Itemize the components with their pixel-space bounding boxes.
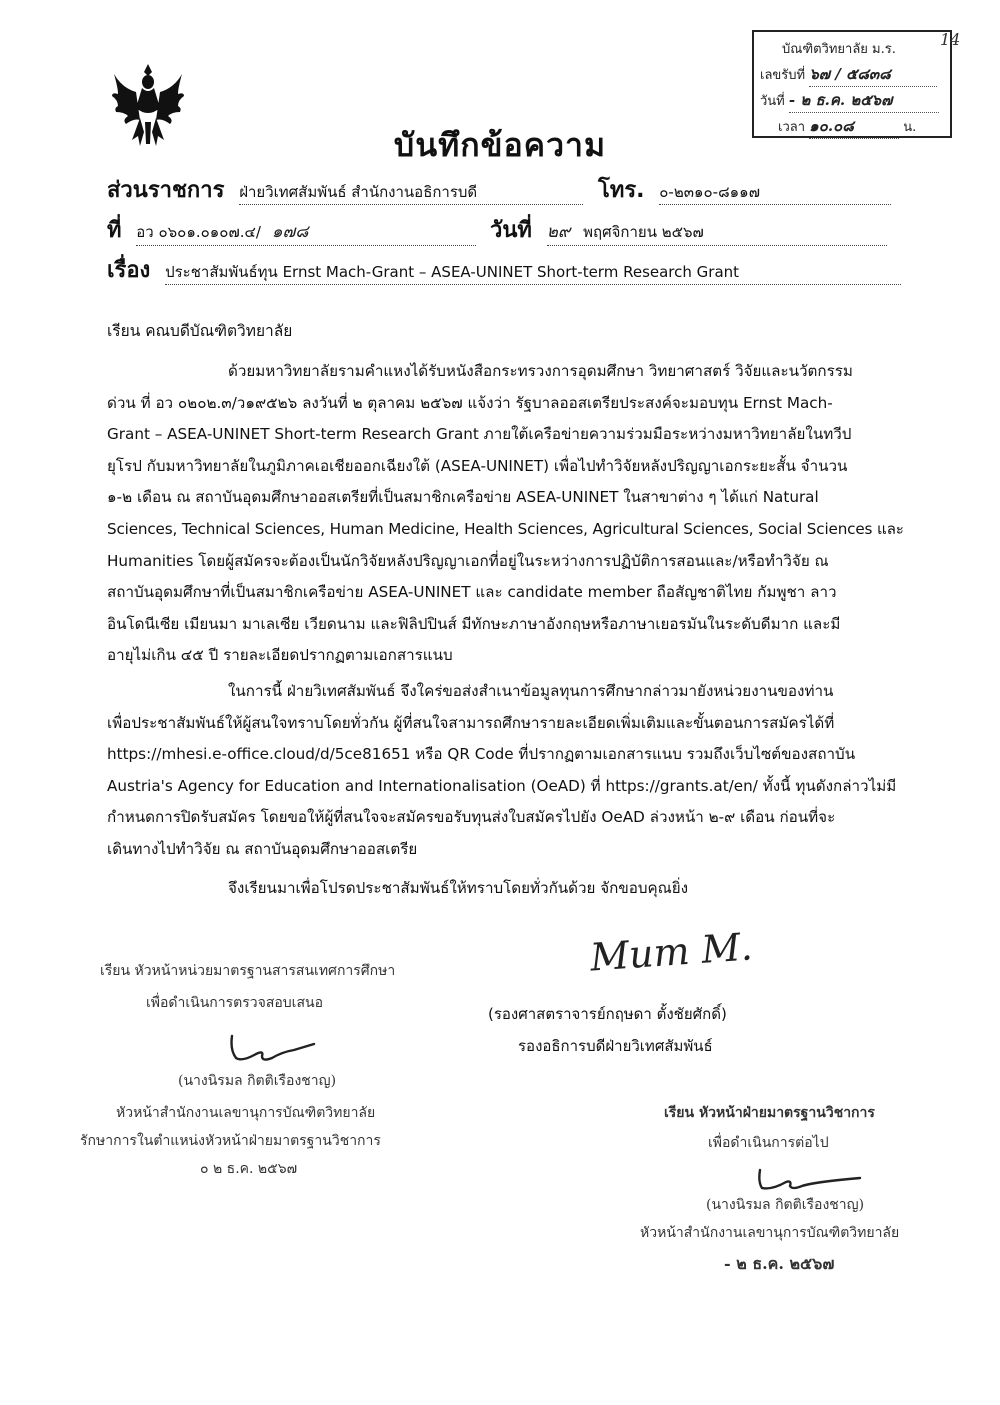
closing-line: จึงเรียนมาเพื่อโปรดประชาสัมพันธ์ให้ทราบโดยทั่วกันด้วย จักขอบคุณยิ่ง: [228, 879, 689, 897]
stamp-time-unit: น.: [903, 120, 917, 135]
left-note-name: (นางนิรมล กิตติเรืองชาญ): [178, 1073, 337, 1089]
reference-label: ที่: [107, 218, 122, 243]
reference-value: อว ๐๖๐๑.๐๑๐๗.๔/: [136, 223, 261, 241]
body-line: Grant – ASEA-UNINET Short-term Research Grant ภายใต้เครือข่ายความร่วมมือระหว่างมหาวิทยาลัยในทวีป: [107, 425, 852, 444]
date-day: ๒๙: [546, 222, 571, 242]
right-note-purpose: เพื่อดำเนินการต่อไป: [708, 1135, 829, 1151]
left-note-recipient: เรียน หัวหน้าหน่วยมาตรฐานสารสนเทศการศึกษา: [100, 963, 396, 979]
body-line: ด่วน ที่ อว ๐๒๐๒.๓/ว๑๙๕๒๖ ลงวันที่ ๒ ตุลาคม ๒๕๖๗ แจ้งว่า รัฐบาลออสเตรียประสงค์จะมอบทุน Ernst Mach-: [107, 393, 833, 412]
body-line: ในการนี้ ฝ่ายวิเทศสัมพันธ์ จึงใคร่ขอส่งสำเนาข้อมูลทุนการศึกษากล่าวมายังหน่วยงานของท่าน: [228, 682, 834, 700]
reference-number: ๑๗๘: [271, 222, 309, 242]
left-note-date: ๐ ๒ ธ.ค. ๒๕๖๗: [200, 1161, 298, 1177]
body-line: ๑-๒ เดือน ณ สถาบันอุดมศึกษาออสเตรียที่เป็นสมาชิกเครือข่าย ASEA-UNINET ในสาขาต่าง ๆ ได้แก่ Natural: [107, 488, 819, 507]
left-note-purpose: เพื่อดำเนินการตรวจสอบเสนอ: [146, 995, 323, 1011]
agency-label: ส่วนราชการ: [107, 178, 225, 203]
left-note-position-2: รักษาการในตำแหน่งหัวหน้าฝ่ายมาตรฐานวิชาการ: [80, 1133, 381, 1149]
subject-row: [107, 252, 901, 287]
body-line: อินโดนีเซีย เมียนมา มาเลเซีย เวียดนาม และฟิลิปปินส์ มีทักษะภาษาอังกฤษหรือภาษาเยอรมันในระดับดีมาก และมี: [107, 614, 841, 633]
stamp-time: ๑๐.๐๘: [809, 114, 899, 139]
body-line: Humanities โดยผู้สมัครจะต้องเป็นนักวิจัยหลังปริญญาเอกที่อยู่ในระหว่างการปฏิบัติการสอนและ/หรือทำวิจัย ณ: [107, 551, 829, 570]
body-line: Sciences, Technical Sciences, Human Medicine, Health Sciences, Agricultural Sciences, Social Sciences และ: [107, 519, 904, 538]
body-line: อายุไม่เกิน ๔๕ ปี รายละเอียดปรากฏตามเอกสารแนบ: [107, 646, 453, 665]
left-note-position-1: หัวหน้าสำนักงานเลขานุการบัณฑิตวิทยาลัย: [116, 1105, 376, 1121]
body-line: เดินทางไปทำวิจัย ณ สถาบันอุดมศึกษาออสเตรีย: [107, 839, 418, 858]
subject-value: ประชาสัมพันธ์ทุน Ernst Mach-Grant – ASEA-UNINET Short-term Research Grant: [165, 260, 901, 285]
signer-name: (รองศาสตราจารย์กฤษดา ตั้งชัยศักดิ์): [488, 1005, 727, 1023]
date-row: [490, 212, 887, 247]
stamp-receipt-label: เลขรับที่: [760, 68, 806, 83]
right-note-date: - ๒ ธ.ค. ๒๕๖๗: [724, 1254, 835, 1273]
body-paragraph-1: [107, 356, 904, 672]
signer-position: รองอธิการบดีฝ่ายวิเทศสัมพันธ์: [518, 1037, 713, 1055]
body-line: Austria's Agency for Education and Internationalisation (OeAD) ที่ https://grants.at/en/ ทั้งนี้ ทุนดังกล่าวไม่มี: [107, 776, 897, 795]
right-note-signature-icon: [754, 1166, 864, 1194]
body-line: ยุโรป กับมหาวิทยาลัยในภูมิภาคเอเชียออกเฉียงใต้ (ASEA-UNINET) เพื่อไปทำวิจัยหลังปริญญาเอกระยะสั้น จำนวน: [107, 456, 848, 475]
agency-value: ฝ่ายวิเทศสัมพันธ์ สำนักงานอธิการบดี: [239, 180, 583, 205]
body-line: กำหนดการปิดรับสมัคร โดยขอให้ผู้ที่สนใจจะสมัครขอรับทุนส่งใบสมัครไปยัง OeAD ล่วงหน้า ๒-๙ เดือน ก่อนที่จะ: [107, 808, 836, 827]
body-line: https://mhesi.e-office.cloud/d/5ce81651 หรือ QR Code ที่ปรากฏตามเอกสารแนบ รวมถึงเว็บไซต์ของสถาบัน: [107, 745, 856, 764]
phone-label: โทร.: [598, 178, 645, 203]
memo-title: บันทึกข้อความ: [393, 126, 607, 164]
body-paragraph-2: [107, 676, 904, 866]
right-note-recipient: เรียน หัวหน้าฝ่ายมาตรฐานวิชาการ: [664, 1105, 875, 1121]
reference-row: [107, 212, 476, 247]
stamp-date-label: วันที่: [760, 94, 785, 109]
date-value: พฤศจิกายน ๒๕๖๗: [583, 223, 704, 241]
stamp-office: บัณฑิตวิทยาลัย ม.ร.: [782, 42, 896, 57]
body-line: สถาบันอุดมศึกษาที่เป็นสมาชิกเครือข่าย ASEA-UNINET และ candidate member ถือสัญชาติไทย กัมพูชา ลาว: [107, 583, 837, 602]
stamp-time-label: เวลา: [778, 120, 806, 135]
signer-signature: Mum M.: [588, 924, 754, 980]
right-note-position: หัวหน้าสำนักงานเลขานุการบัณฑิตวิทยาลัย: [640, 1225, 900, 1241]
page-corner-mark: 14: [940, 30, 961, 49]
body-line: ด้วยมหาวิทยาลัยรามคำแหงได้รับหนังสือกระทรวงการอุดมศึกษา วิทยาศาสตร์ วิจัยและนวัตกรรม: [228, 362, 853, 380]
agency-row: [107, 172, 583, 207]
right-note-name: (นางนิรมล กิตติเรืองชาญ): [706, 1197, 865, 1213]
salutation: เรียน คณบดีบัณฑิตวิทยาลัย: [107, 322, 293, 340]
body-line: เพื่อประชาสัมพันธ์ให้ผู้สนใจทราบโดยทั่วกัน ผู้ที่สนใจสามารถศึกษารายละเอียดเพิ่มเติมและขั้นตอนการสมัครได้ที่: [107, 713, 835, 732]
subject-label: เรื่อง: [107, 258, 151, 283]
date-label: วันที่: [490, 218, 532, 243]
stamp-date: - ๒ ธ.ค. ๒๕๖๗: [789, 88, 939, 113]
phone-row: [598, 172, 891, 207]
left-note-signature-icon: [226, 1030, 326, 1064]
phone-value: ๐-๒๓๑๐-๘๑๑๗: [659, 180, 891, 205]
stamp-receipt-number: ๖๗ / ๕๘๓๘: [809, 62, 937, 87]
